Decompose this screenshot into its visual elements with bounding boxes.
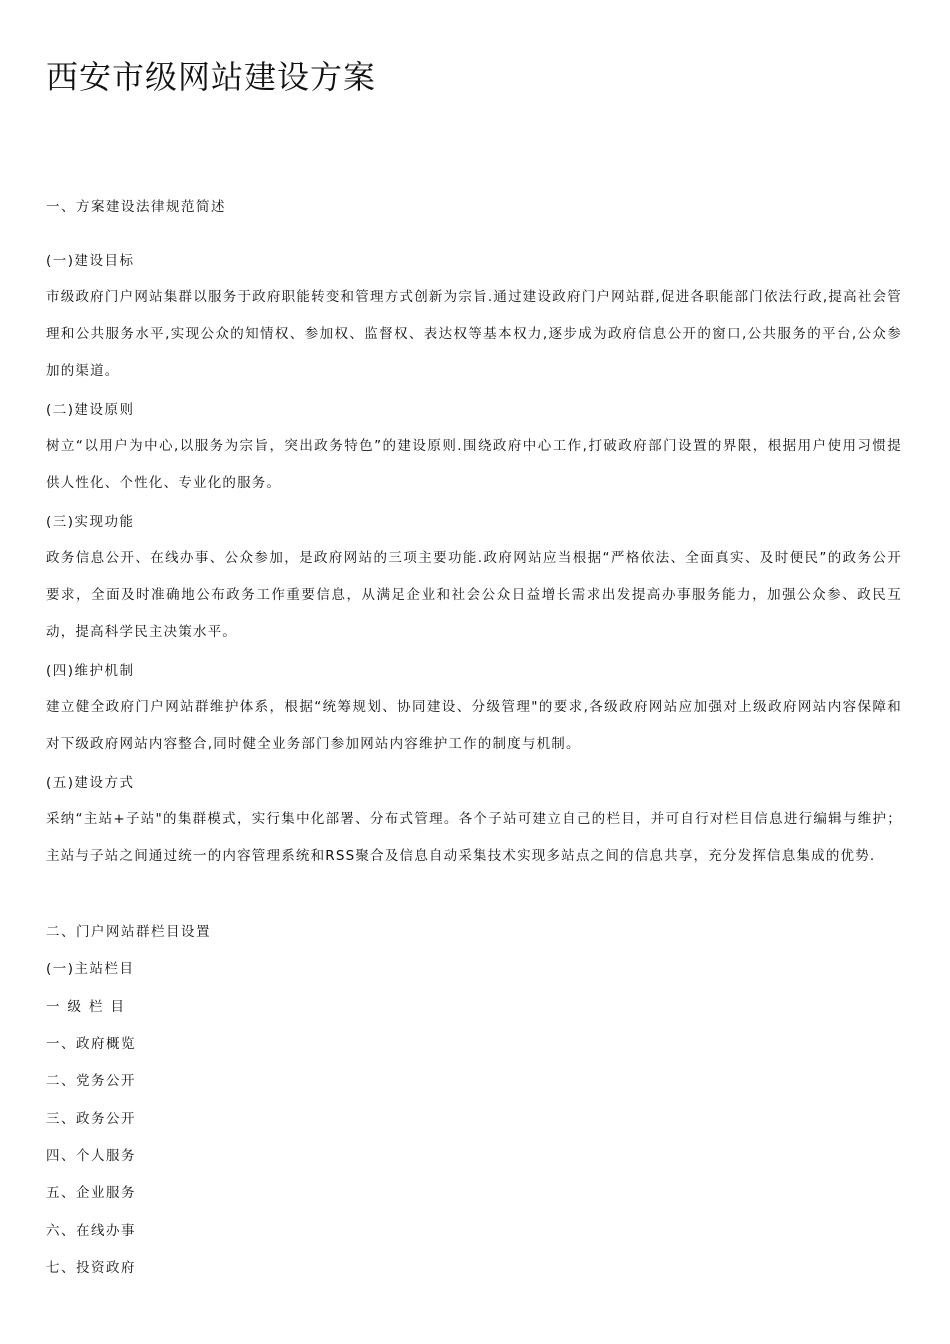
column-item: 一、政府概览 <box>46 1036 136 1052</box>
section-heading-1: 一、方案建设法律规范简述 <box>46 199 226 215</box>
subheading-goal: (一)建设目标 <box>46 253 135 269</box>
subheading-main-columns: (一)主站栏目 <box>46 961 135 977</box>
column-item: 六、在线办事 <box>46 1223 136 1239</box>
subheading-function: (三)实现功能 <box>46 514 135 530</box>
document-title: 西安市级网站建设方案 <box>46 58 377 96</box>
paragraph-goal: 市级政府门户网站集群以服务于政府职能转变和管理方式创新为宗旨.通过建设政府门户网站群,促进各职能部门依法行政,提高社会管理和公共服务水平,实现公众的知情权、参加权、监督权、表达权等基本权力,逐步成为政府信息公开的窗口,公共服务的平台,公众参加的渠道。 <box>46 289 902 379</box>
subheading-method: (五)建设方式 <box>46 775 135 791</box>
paragraph-maintain: 建立健全政府门户网站群维护体系，根据“统筹规划、协同建设、分级管理"的要求,各级政府网站应加强对上级政府网站内容保障和对下级政府网站内容整合,同时健全业务部门参加网站内容维护工作的制度与机制。 <box>46 699 902 752</box>
column-item: 二、党务公开 <box>46 1073 136 1089</box>
column-item: 七、投资政府 <box>46 1260 136 1276</box>
paragraph-function: 政务信息公开、在线办事、公众参加，是政府网站的三项主要功能.政府网站应当根据“严格依法、全面真实、及时便民”的政务公开要求，全面及时准确地公布政务工作重要信息，从满足企业和社会公众日益增长需求出发提高办事服务能力，加强公众参、政民互动，提高科学民主决策水平。 <box>46 550 902 640</box>
section-heading-2: 二、门户网站群栏目设置 <box>46 924 211 940</box>
subheading-principle: (二)建设原则 <box>46 402 135 418</box>
level1-columns-label: 一级栏目 <box>46 999 132 1015</box>
column-item: 四、个人服务 <box>46 1148 136 1164</box>
column-item: 三、政务公开 <box>46 1111 136 1127</box>
paragraph-principle: 树立“以用户为中心,以服务为宗旨，突出政务特色”的建设原则.围绕政府中心工作,打破政府部门设置的界限，根据用户使用习惯提供人性化、个性化、专业化的服务。 <box>46 438 902 491</box>
subheading-maintain: (四)维护机制 <box>46 663 135 679</box>
column-item: 五、企业服务 <box>46 1185 136 1201</box>
paragraph-method: 采纳“主站+子站"的集群模式，实行集中化部署、分布式管理。各个子站可建立自己的栏目，并可自行对栏目信息进行编辑与维护；主站与子站之间通过统一的内容管理系统和RSS聚合及信息自动采集技术实现多站点之间的信息共享，充分发挥信息集成的优势. <box>46 811 902 864</box>
